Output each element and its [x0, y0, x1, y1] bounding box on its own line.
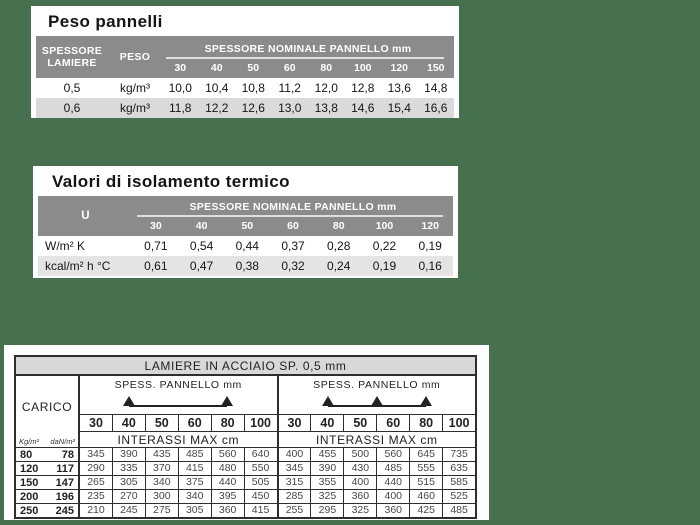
- thickness-columns: [80, 414, 277, 432]
- value-cell: 415: [245, 504, 279, 517]
- value-cell: 235: [80, 490, 113, 503]
- col-header: 120: [390, 62, 409, 74]
- table-row: [16, 447, 475, 461]
- load-cell: [16, 462, 80, 475]
- load-dan-value: 117: [56, 462, 74, 475]
- col-header: 40: [311, 415, 344, 431]
- load-dan-value: 245: [55, 504, 74, 517]
- column-header-peso: PESO: [119, 51, 151, 63]
- table-row: [36, 78, 454, 98]
- value-cell: 585: [450, 476, 468, 488]
- value-cell: 360: [212, 504, 245, 517]
- col-header: 30: [174, 62, 187, 74]
- col-header: 60: [377, 415, 410, 431]
- table-row: [16, 503, 475, 517]
- value-cell: 635: [450, 462, 468, 474]
- value-cell: 485: [450, 504, 468, 516]
- value-cell: 285: [279, 490, 312, 503]
- triangle-marker-icon: [322, 396, 334, 406]
- value-cell: 315: [279, 476, 312, 489]
- load-dan-value: 196: [55, 490, 74, 503]
- unit-cell: kg/m³: [120, 81, 150, 95]
- value-cell: 0,19: [372, 259, 397, 273]
- value-cell: 390: [113, 448, 146, 461]
- marker-line: [129, 405, 227, 407]
- load-kg-value: 120: [20, 462, 39, 475]
- triangle-marker-icon: [221, 396, 233, 406]
- value-cell: 15,4: [387, 101, 411, 115]
- table-row: [16, 489, 475, 503]
- col-header: 60: [287, 220, 299, 232]
- table-row: [38, 236, 453, 256]
- value-cell: 13,0: [278, 101, 302, 115]
- value-cell: 12,2: [205, 101, 229, 115]
- value-cell: 305: [113, 476, 146, 489]
- column-header-u: [38, 196, 133, 236]
- value-cell: 290: [80, 462, 113, 475]
- value-cell: 560: [377, 448, 410, 461]
- sheet-thickness-value: 0,5: [63, 81, 81, 95]
- value-cell: 275: [146, 504, 179, 517]
- value-cell: 360: [377, 504, 410, 517]
- left-half-header: [80, 376, 279, 447]
- isolamento-table: [38, 196, 453, 276]
- thickness-columns: [162, 59, 454, 78]
- value-cell: 305: [179, 504, 212, 517]
- value-cell: 300: [146, 490, 179, 503]
- col-header: 100: [353, 62, 372, 74]
- value-cell: 0,38: [235, 259, 259, 273]
- value-cell: 335: [113, 462, 146, 475]
- value-cell: 435: [146, 448, 179, 461]
- col-header: 30: [279, 415, 312, 431]
- load-kg-value: 150: [20, 476, 39, 489]
- group-label: SPESS. PANNELLO mm: [313, 379, 441, 391]
- group-label: SPESSORE NOMINALE PANNELLO mm: [204, 43, 412, 55]
- load-cell: [16, 448, 80, 461]
- interassi-label: INTERASSI MAX cm: [315, 433, 438, 447]
- col-header: 150: [426, 62, 445, 74]
- value-cell: 12,0: [314, 81, 338, 95]
- thickness-columns: [279, 414, 476, 432]
- value-cell: 525: [450, 490, 468, 502]
- col-header: 30: [80, 415, 113, 431]
- value-cell: 370: [146, 462, 179, 475]
- value-cell: 11,2: [278, 81, 301, 95]
- value-cell: 345: [80, 448, 113, 461]
- value-cell: 500: [344, 448, 377, 461]
- value-cell: 440: [212, 476, 245, 489]
- value-cell: 0,28: [327, 239, 351, 253]
- value-cell: 360: [344, 490, 377, 503]
- col-header: 40: [113, 415, 146, 431]
- value-cell: 325: [311, 490, 344, 503]
- value-cell: 395: [212, 490, 245, 503]
- value-cell: 12,8: [351, 81, 375, 95]
- value-cell: 210: [80, 504, 113, 517]
- load-kg-value: 250: [20, 504, 39, 517]
- value-cell: 485: [179, 448, 212, 461]
- value-cell: 255: [279, 504, 312, 517]
- header-line: LAMIERE: [47, 57, 97, 69]
- value-cell: 425: [410, 504, 443, 517]
- value-cell: 325: [344, 504, 377, 517]
- value-cell: 480: [212, 462, 245, 475]
- col-header: 120: [421, 220, 439, 232]
- table-header: [16, 376, 475, 447]
- col-header: 80: [320, 62, 333, 74]
- value-cell: 560: [212, 448, 245, 461]
- value-cell: 0,24: [327, 259, 351, 273]
- col-header: 50: [247, 62, 260, 74]
- value-cell: 13,6: [387, 81, 411, 95]
- unit-dan-label: daN/m²: [50, 437, 75, 446]
- panel-lamiere-acciaio: [4, 345, 489, 520]
- section-title: Valori di isolamento termico: [52, 172, 290, 191]
- value-cell: 0,47: [189, 259, 214, 273]
- value-cell: 265: [80, 476, 113, 489]
- load-cell: [16, 490, 80, 503]
- value-cell: 340: [146, 476, 179, 489]
- value-cell: 0,19: [418, 239, 442, 253]
- col-header: 100: [448, 416, 470, 430]
- interassi-label: INTERASSI MAX cm: [117, 433, 240, 447]
- value-cell: 440: [377, 476, 410, 489]
- header-line: SPESSORE: [41, 45, 103, 57]
- sheet-thickness-value: 0,6: [63, 101, 81, 115]
- value-cell: 455: [311, 448, 344, 461]
- column-group-spessore-nominale: [162, 36, 454, 78]
- table-header: [36, 36, 454, 78]
- col-header: 100: [250, 416, 271, 430]
- carico-header-cell: [16, 376, 80, 447]
- load-dan-value: 78: [61, 448, 74, 461]
- value-cell: 400: [279, 448, 312, 461]
- value-cell: 10,4: [205, 81, 229, 95]
- thickness-columns: [133, 217, 453, 236]
- value-cell: 0,37: [281, 239, 305, 253]
- load-dan-value: 147: [55, 476, 74, 489]
- value-cell: 485: [377, 462, 410, 475]
- header-line: U: [81, 210, 90, 222]
- col-header: 60: [283, 62, 296, 74]
- unit-cell: kg/m³: [120, 101, 150, 115]
- value-cell: 16,6: [424, 101, 448, 115]
- load-cell: [16, 476, 80, 489]
- table-title-bar: LAMIERE IN ACCIAIO SP. 0,5 mm: [16, 357, 475, 376]
- value-cell: 0,61: [144, 259, 168, 273]
- load-kg-value: 80: [20, 448, 33, 461]
- value-cell: 430: [344, 462, 377, 475]
- value-cell: 555: [410, 462, 443, 475]
- col-header: 60: [179, 415, 212, 431]
- column-header-spessore-lamiere: [36, 36, 108, 78]
- spess-pannello-header: [279, 376, 476, 414]
- table-row: [16, 461, 475, 475]
- value-cell: 0,54: [189, 239, 214, 253]
- value-cell: 400: [377, 490, 410, 503]
- value-cell: 10,0: [168, 81, 192, 95]
- value-cell: 355: [311, 476, 344, 489]
- value-cell: 0,32: [281, 259, 305, 273]
- value-cell: 415: [179, 462, 212, 475]
- value-cell: 460: [410, 490, 443, 503]
- triangle-marker-icon: [420, 396, 432, 406]
- value-cell: 245: [113, 504, 146, 517]
- section-title: Peso pannelli: [48, 12, 163, 31]
- load-kg-value: 200: [20, 490, 39, 503]
- spess-pannello-header: [80, 376, 277, 414]
- peso-table: [36, 36, 454, 118]
- unit-kg-label: Kg/m²: [19, 437, 40, 446]
- value-cell: 550: [245, 462, 279, 475]
- value-cell: 505: [245, 476, 279, 489]
- col-header: 80: [332, 220, 345, 232]
- carico-label: CARICO: [21, 400, 73, 414]
- col-header: 50: [344, 415, 377, 431]
- value-cell: 400: [344, 476, 377, 489]
- value-cell: 0,22: [372, 239, 397, 253]
- value-cell: 295: [311, 504, 344, 517]
- col-header: 40: [195, 220, 208, 232]
- table-row: [38, 256, 453, 276]
- value-cell: 0,71: [144, 239, 168, 253]
- carico-table: [14, 355, 477, 519]
- table-row: [36, 98, 454, 118]
- value-cell: 0,44: [235, 239, 259, 253]
- value-cell: 10,8: [241, 81, 265, 95]
- panel-peso-pannelli: [31, 6, 459, 118]
- group-label: SPESS. PANNELLO mm: [114, 379, 242, 391]
- column-group-spessore-nominale: [133, 196, 453, 236]
- value-cell: 11,8: [169, 101, 192, 115]
- value-cell: 640: [245, 448, 279, 461]
- group-label: SPESSORE NOMINALE PANNELLO mm: [189, 201, 397, 213]
- value-cell: 515: [410, 476, 443, 489]
- unit-label: kcal/m² h °C: [45, 259, 111, 273]
- col-header: 40: [210, 62, 223, 74]
- col-header: 80: [410, 415, 443, 431]
- right-half-header: [279, 376, 476, 447]
- value-cell: 645: [410, 448, 443, 461]
- value-cell: 12,6: [241, 101, 265, 115]
- table-header: [38, 196, 453, 236]
- col-header: 50: [146, 415, 179, 431]
- value-cell: 0,16: [418, 259, 442, 273]
- col-header: 80: [212, 415, 245, 431]
- carico-units: [19, 437, 75, 446]
- value-cell: 270: [113, 490, 146, 503]
- triangle-marker-icon: [123, 396, 135, 406]
- panel-isolamento-termico: [33, 166, 458, 278]
- col-header: 100: [375, 220, 394, 232]
- value-cell: 14,6: [351, 101, 375, 115]
- unit-label: W/m² K: [45, 239, 85, 253]
- col-header: 50: [241, 220, 254, 232]
- value-cell: 340: [179, 490, 212, 503]
- table-row: [16, 475, 475, 489]
- value-cell: 345: [279, 462, 312, 475]
- col-header: 30: [150, 220, 162, 232]
- value-cell: 14,8: [424, 81, 448, 95]
- value-cell: 735: [450, 448, 468, 460]
- load-cell: [16, 504, 80, 517]
- value-cell: 375: [179, 476, 212, 489]
- triangle-marker-icon: [371, 396, 383, 406]
- value-cell: 450: [245, 490, 279, 503]
- value-cell: 390: [311, 462, 344, 475]
- value-cell: 13,8: [314, 101, 338, 115]
